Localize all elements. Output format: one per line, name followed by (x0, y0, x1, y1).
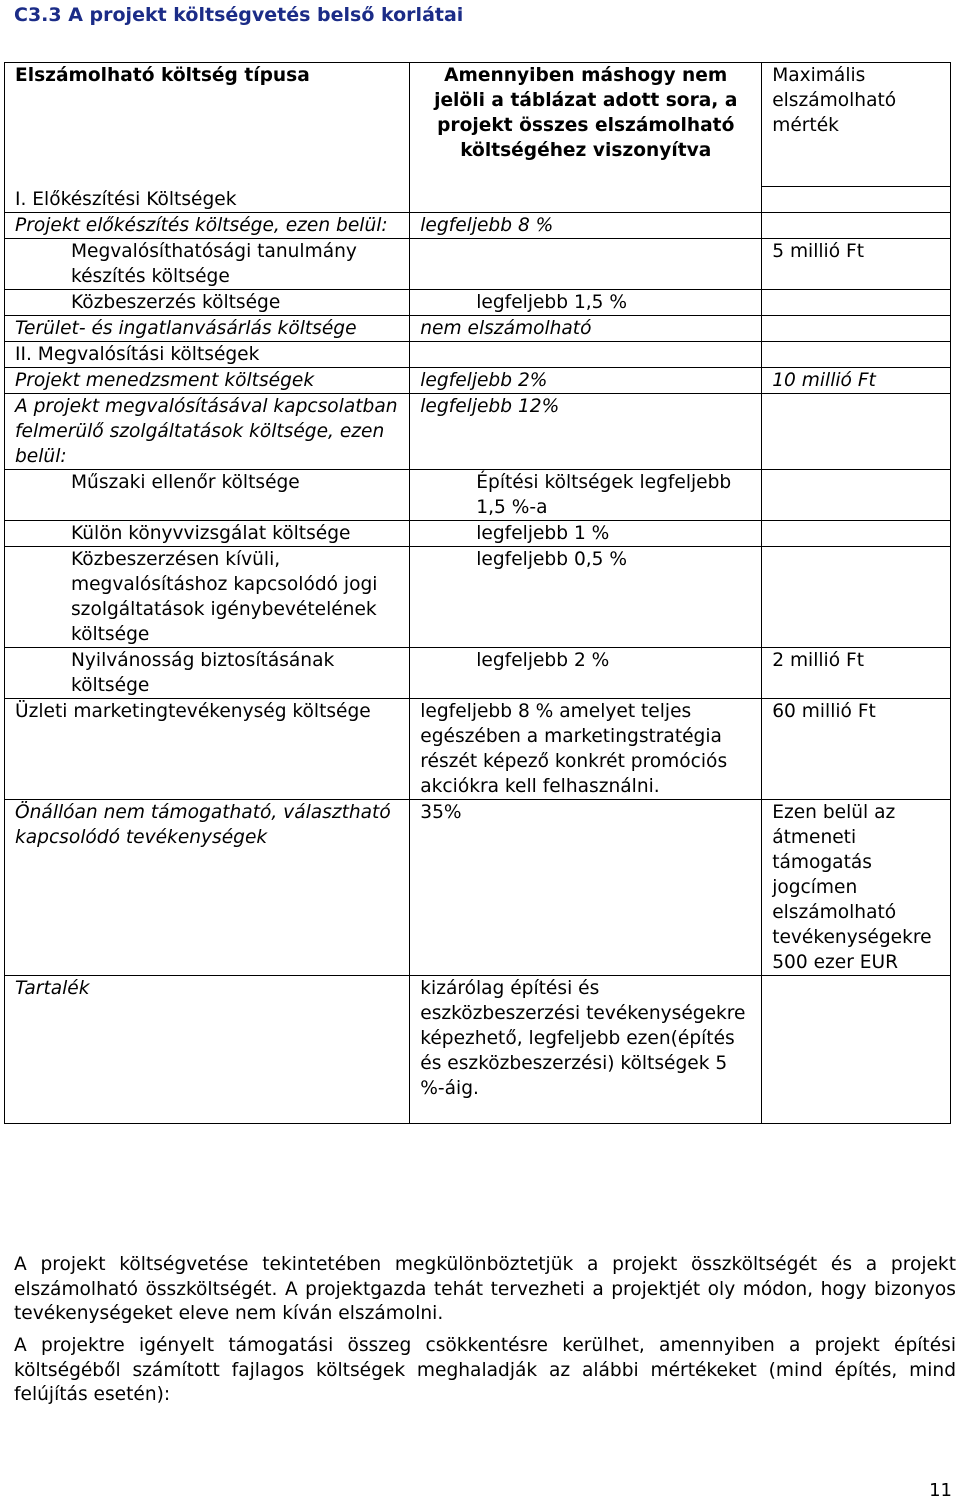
table-row (5, 546, 951, 647)
table-row (5, 367, 951, 393)
row-max: 60 millió Ft (762, 698, 951, 799)
table-row (5, 212, 951, 238)
header-cost-type: Elszámolható költség típusa (5, 63, 410, 187)
row-label: II. Megvalósítási költségek (5, 341, 410, 367)
header-max: Maximális elszámolható mérték (762, 63, 951, 187)
table-row (5, 647, 951, 698)
table-row (5, 341, 951, 367)
table-row (5, 187, 951, 213)
row-value: legfeljebb 0,5 % (410, 546, 762, 647)
row-value: legfeljebb 2 % (410, 647, 762, 698)
row-value: legfeljebb 8 % amelyet teljes egészében a marketingstratégia részét képező konkrét promóciós akciókra kell felhasználni. (410, 698, 762, 799)
row-value: 35% (410, 799, 762, 975)
row-max: 5 millió Ft (762, 238, 951, 289)
cost-limits-table (4, 62, 951, 1124)
row-label: Nyilvánosság biztosításának költsége (5, 647, 410, 698)
row-label: Külön könyvvizsgálat költsége (5, 520, 410, 546)
row-label: Közbeszerzés költsége (5, 289, 410, 315)
row-value: legfeljebb 12% (410, 393, 762, 469)
row-value: legfeljebb 2% (410, 367, 762, 393)
row-label: Közbeszerzésen kívüli, megvalósításhoz kapcsolódó jogi szolgáltatások igénybevételének költsége (5, 546, 410, 647)
row-label: I. Előkészítési Költségek (5, 187, 410, 213)
row-value: legfeljebb 1,5 % (410, 289, 762, 315)
row-label: Terület- és ingatlanvásárlás költsége (5, 315, 410, 341)
table-header-row (5, 63, 951, 187)
row-label: Tartalék (5, 975, 410, 1123)
row-max: 10 millió Ft (762, 367, 951, 393)
row-max: 2 millió Ft (762, 647, 951, 698)
row-label: Projekt előkészítés költsége, ezen belül: (5, 212, 410, 238)
paragraph-total-cost: A projekt költségvetése tekintetében megkülönböztetjük a projekt összköltségét és a projekt elszámolható összköltségét. A projektgazda tehát tervezheti a projektjét oly módon, hogy bizonyos tevékenységeket eleve nem kíván elszámolni. (14, 1254, 956, 1324)
table-row (5, 520, 951, 546)
row-max: Ezen belül az átmeneti támogatás jogcímen elszámolható tevékenységekre 500 ezer EUR (762, 799, 951, 975)
paragraph-grant-reduction: A projektre igényelt támogatási összeg csökkentésre kerülhet, amennyiben a projekt építési költségéből számított fajlagos költségek meghaladják az alábbi mértékeket (mind építés, mind felújítás esetén): (14, 1335, 956, 1405)
table-row (5, 698, 951, 799)
row-label: Műszaki ellenőr költsége (5, 469, 410, 520)
row-label: A projekt megvalósításával kapcsolatban felmerülő szolgáltatások költsége, ezen belül: (5, 393, 410, 469)
table-row (5, 238, 951, 289)
row-value: legfeljebb 1 % (410, 520, 762, 546)
table-row (5, 799, 951, 975)
row-label: Megvalósíthatósági tanulmány készítés költsége (5, 238, 410, 289)
row-label: Üzleti marketingtevékenység költsége (5, 698, 410, 799)
row-value: nem elszámolható (410, 315, 762, 341)
page-number: 11 (929, 1480, 952, 1501)
table-row (5, 393, 951, 469)
row-value: kizárólag építési és eszközbeszerzési tevékenységekre képezhető, legfeljebb ezen(építés és eszközbeszerzési) költségek 5 %-áig. (410, 975, 762, 1123)
row-value: Építési költségek legfeljebb 1,5 %-a (410, 469, 762, 520)
row-value: legfeljebb 8 % (410, 212, 762, 238)
row-label: Projekt menedzsment költségek (5, 367, 410, 393)
table-row (5, 315, 951, 341)
header-relative: Amennyiben máshogy nem jelöli a táblázat adott sora, a projekt összes elszámolható költségéhez viszonyítva (410, 63, 762, 187)
table-row (5, 469, 951, 520)
table-row (5, 975, 951, 1123)
section-heading: C3.3 A projekt költségvetés belső korlátai (14, 4, 464, 26)
table-row (5, 289, 951, 315)
row-label: Önállóan nem támogatható, választható kapcsolódó tevékenységek (5, 799, 410, 975)
